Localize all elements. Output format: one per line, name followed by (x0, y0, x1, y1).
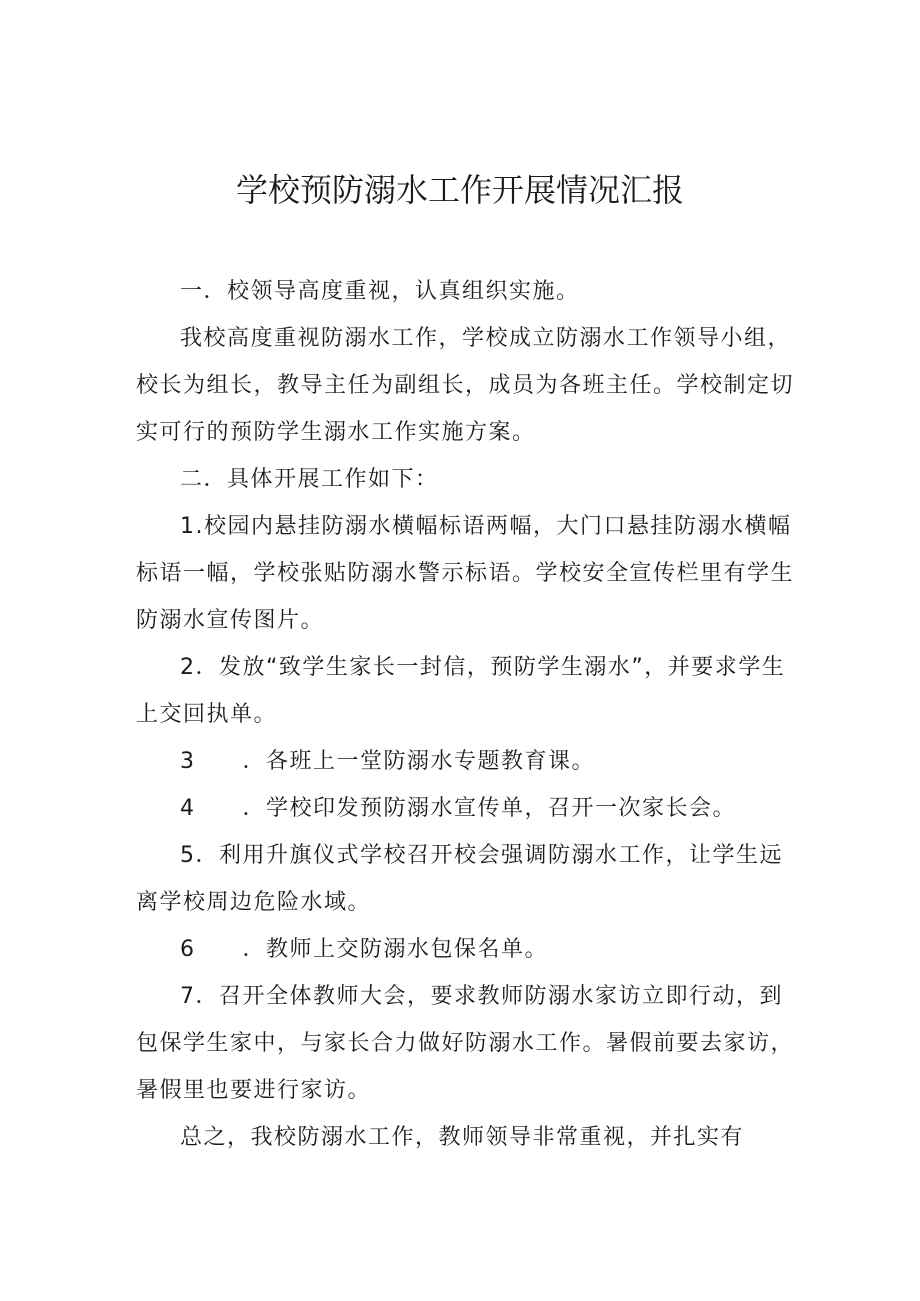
document-title: 学校预防溺水工作开展情况汇报 (235, 171, 684, 209)
list-item: 2．发放“致学生家长一封信，预防学生溺水”，并要求学生上交回执单。 (136, 655, 786, 727)
paragraph: 我校高度重视防溺水工作，学校成立防溺水工作领导小组，校长为组长，教导主任为副组长，成员为各班主任。学校制定切实可行的预防学生溺水工作实施方案。 (136, 326, 795, 445)
document-body (136, 268, 796, 1161)
list-item: 4 ．学校印发预防溺水宣传单，召开一次家长会。 (180, 796, 736, 821)
list-item: 3 ．各班上一堂防溺水专题教育课。 (180, 749, 595, 774)
list-item: 1.校园内悬挂防溺水横幅标语两幅，大门口悬挂防溺水横幅标语一幅，学校张贴防溺水警示标语。学校安全宣传栏里有学生防溺水宣传图片。 (136, 514, 795, 633)
paragraph-summary: 总之，我校防溺水工作，教师领导非常重视，并扎实有 (180, 1125, 745, 1150)
section-heading-2: 二．具体开展工作如下： (180, 467, 439, 492)
list-item: 7．召开全体教师大会，要求教师防溺水家访立即行动，到包保学生家中，与家长合力做好防溺水工作。暑假前要去家访，暑假里也要进行家访。 (136, 984, 795, 1103)
section-heading-1: 一．校领导高度重视，认真组织实施。 (180, 279, 580, 304)
list-item: 5．利用升旗仪式学校召开校会强调防溺水工作，让学生远离学校周边危险水域。 (136, 843, 783, 915)
list-item: 6 ．教师上交防溺水包保名单。 (180, 937, 548, 962)
